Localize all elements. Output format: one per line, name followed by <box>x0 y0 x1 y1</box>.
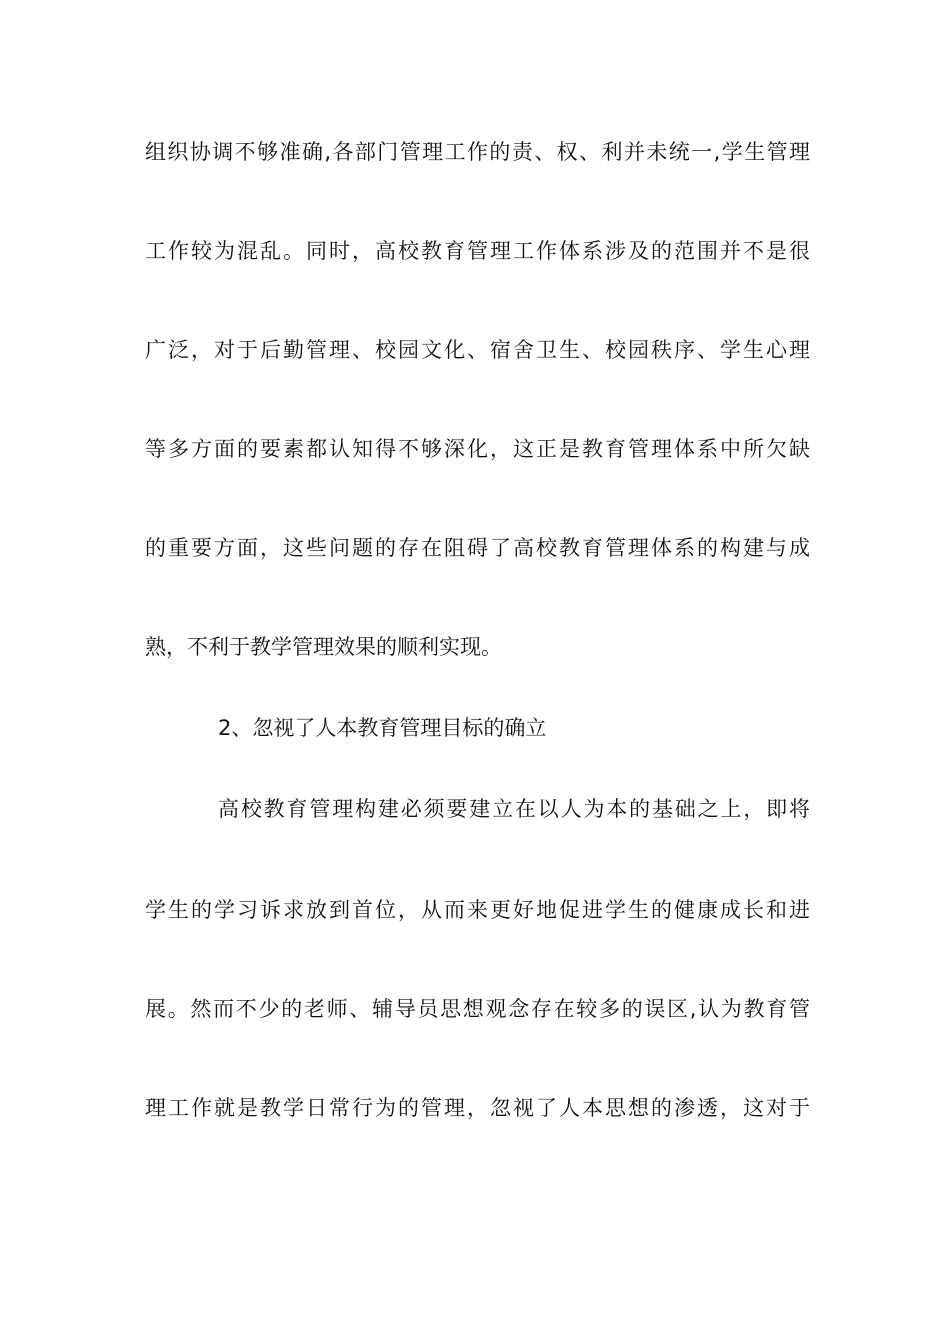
paragraph-2-line-1: 高校教育管理构建必须要建立在以人为本的基础之上，即将 <box>218 797 810 821</box>
paragraph-1-line-4: 等多方面的要素都认知得不够深化，这正是教育管理体系中所欠缺 <box>145 437 810 461</box>
paragraph-2-line-2: 学生的学习诉求放到首位，从而来更好地促进学生的健康成长和进 <box>145 898 810 922</box>
paragraph-1-line-6: 熟，不利于教学管理效果的顺利实现。 <box>145 635 502 659</box>
paragraph-1-line-3: 广泛，对于后勤管理、校园文化、宿舍卫生、校园秩序、学生心理 <box>145 338 810 362</box>
paragraph-1-line-1: 组织协调不够准确,各部门管理工作的责、权、利并未统一,学生管理 <box>145 140 810 164</box>
paragraph-1-line-5: 的重要方面，这些问题的存在阻碍了高校教育管理体系的构建与成 <box>145 536 810 560</box>
paragraph-2-line-3: 展。然而不少的老师、辅导员思想观念存在较多的误区,认为教育管 <box>145 997 810 1021</box>
section-heading: 2、忽视了人本教育管理目标的确立 <box>218 716 547 740</box>
paragraph-1-line-2: 工作较为混乱。同时，高校教育管理工作体系涉及的范围并不是很 <box>145 239 810 263</box>
paragraph-2-line-4: 理工作就是教学日常行为的管理，忽视了人本思想的渗透，这对于 <box>145 1096 810 1120</box>
